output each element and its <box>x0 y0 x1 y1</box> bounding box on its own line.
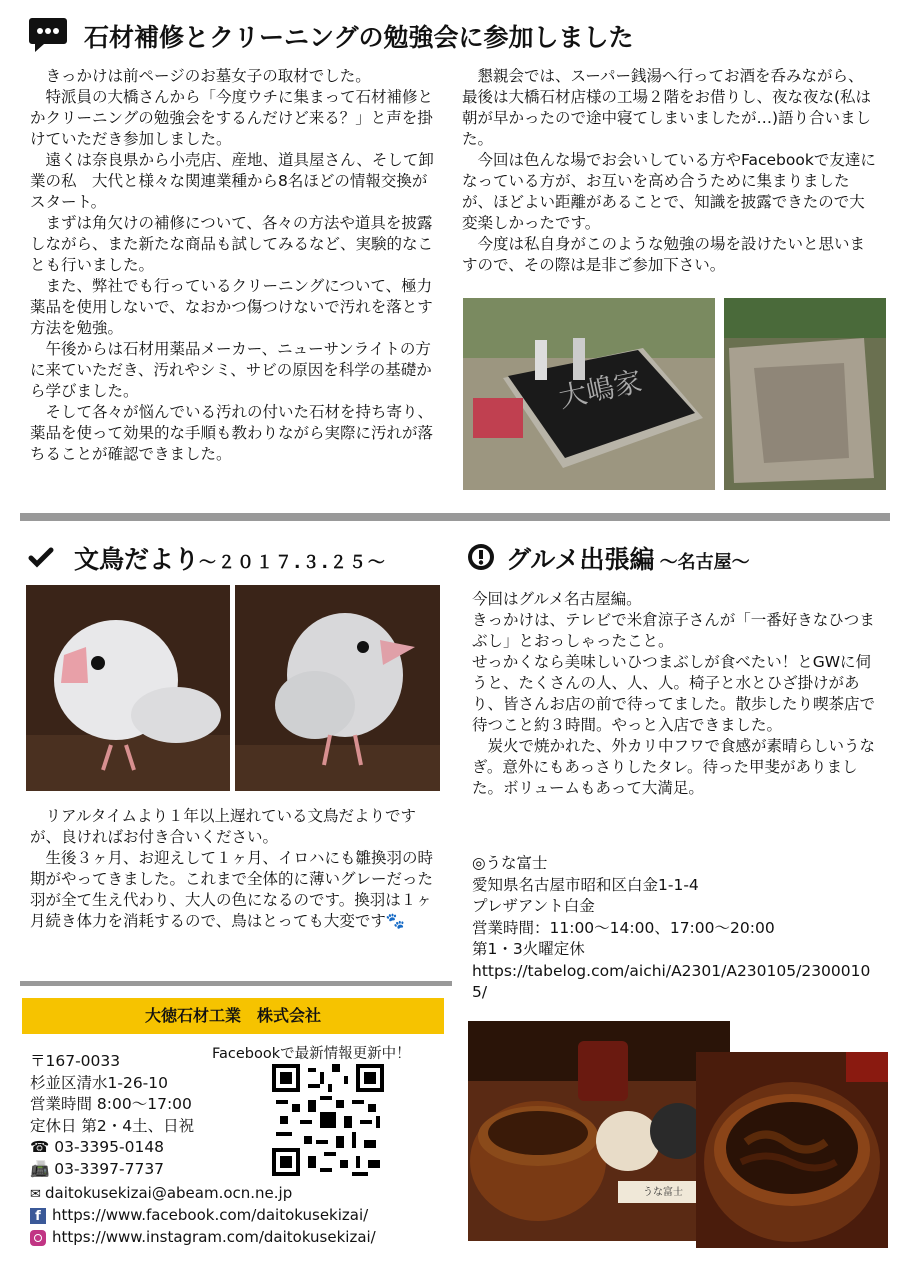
phone-row <box>30 1137 250 1159</box>
article-left-column <box>30 66 435 465</box>
phone-number[interactable]: 03-3395-0148 <box>54 1138 165 1156</box>
company-name-bar: 大徳石材工業 株式会社 <box>22 998 444 1034</box>
qr-code[interactable] <box>272 1064 384 1176</box>
postal-code: 〒167-0033 <box>30 1052 121 1070</box>
alert-circle-icon <box>467 543 495 571</box>
bird-bottom-divider <box>20 981 452 986</box>
fax-number: 03-3397-7737 <box>54 1159 165 1178</box>
shop-hours: 営業時間：11:00～14:00、17:00～20:00 <box>472 918 775 937</box>
phone-icon: ☎ <box>30 1138 55 1156</box>
shop-name: ◎うな富士 <box>472 854 548 872</box>
shop-info <box>472 853 882 1004</box>
paragraph: きっかけは、テレビで米倉涼子さんが「一番好きなひつまぶし」とおっしゃったこと。 <box>472 611 875 650</box>
article-right-column <box>462 66 877 276</box>
email-link[interactable]: daitokusekizai@abeam.ocn.ne.jp <box>45 1184 293 1202</box>
hitsumabushi-photo-1 <box>468 1021 730 1241</box>
fax-icon: 📠 <box>30 1159 55 1178</box>
article-title: 石材補修とクリーニングの勉強会に参加しました <box>84 23 634 52</box>
envelope-icon: ✉ <box>30 1187 46 1202</box>
shop-closed: 第1・3火曜定休 <box>472 940 585 958</box>
section-divider <box>20 513 890 521</box>
paragraph: 炭火で焼かれた、外カリ中フワで食感が素晴らしいうなぎ。意外にもあっさりしたタレ。待った甲斐がありました。ボリュームもあって大満足。 <box>472 737 876 797</box>
fax-row <box>30 1159 250 1181</box>
gourmet-text <box>472 589 882 799</box>
instagram-row <box>30 1227 460 1249</box>
facebook-icon: f <box>30 1208 46 1224</box>
paragraph: 特派員の大橋さんから「今度ウチに集まって石材補修とかクリーニングの勉強会をするんだけど来る？」と声を掛けていただき参加しました。 <box>30 88 434 148</box>
paragraph: 遠くは奈良県から小売店、産地、道具屋さん、そして卸業の私 大代と様々な関連業種から8名ほどの情報交換がスタート。 <box>30 151 434 211</box>
stone-fragment-photo <box>724 298 886 490</box>
company-address: 杉並区清水1-26-10 <box>30 1073 168 1092</box>
paragraph: また、弊社でも行っているクリーニングについて、極力薬品を使用しないで、なおかつ傷つけないで汚れを落とす方法を勉強。 <box>30 277 433 337</box>
facebook-link[interactable]: https://www.facebook.com/daitokusekizai/ <box>52 1206 369 1225</box>
paragraph: 今回は色んな場でお会いしている方やFacebookで友達になっている方が、お互いを高め合うために集まりましたが、ほどよい距離があることで、知識を披露できたので大変楽しかったです。 <box>462 151 876 232</box>
gravestone-engraving: 大嶋家 <box>555 364 645 415</box>
paragraph: そして各々が悩んでいる汚れの付いた石材を持ち寄り、薬品を使って効果的な手順も教わりながら実際に汚れが落ちることが確認できました。 <box>30 403 434 463</box>
shop-chopstick-label: うな富士 <box>643 1187 683 1198</box>
contact-links <box>30 1183 460 1249</box>
paragraph: 生後３ヶ月、お迎えして１ヶ月、イロハにも雛換羽の時期がやってきました。これまで全体的に薄いグレーだった羽が全て生え代わり、大人の色になるのです。換羽は１ヶ月続き体力を消耗するので、鳥はとっても大変です🐾 <box>30 849 434 930</box>
instagram-link[interactable]: https://www.instagram.com/daitokusekizai/ <box>52 1228 376 1247</box>
paragraph: 今度は私自身がこのような勉強の場を設けたいと思いますので、その際は是非ご参加下さい。 <box>462 235 866 274</box>
paragraph: リアルタイムより１年以上遅れている文鳥だよりですが、良ければお付き合いください。 <box>30 807 416 846</box>
gourmet-title: グルメ出張編 <box>506 545 655 574</box>
bird-section-heading <box>74 540 387 576</box>
paragraph: せっかくなら美味しいひつまぶしが食べたい！とGWに伺うと、たくさんの人、人、人。椅子と水とひざ掛けがあり、皆さんお店の前で待ってました。散歩したり喫茶店で待つこと約３時間。やっと入店できました。 <box>472 653 876 734</box>
gravestone-photo <box>463 298 715 490</box>
holidays: 定休日 第2・4土、日祝 <box>30 1116 195 1135</box>
chat-bubble-icon <box>28 16 68 54</box>
bird-title: 文鳥だより <box>74 545 200 574</box>
facebook-row <box>30 1205 460 1227</box>
bird-photo-2 <box>235 585 440 791</box>
shop-url[interactable]: https://tabelog.com/aichi/A2301/A230105/23000105/ <box>472 961 871 1001</box>
gourmet-heading <box>506 540 750 576</box>
instagram-icon <box>30 1230 46 1246</box>
email-row <box>30 1183 460 1205</box>
shop-address: 愛知県名古屋市昭和区白金1-1-4 <box>472 875 699 894</box>
paragraph: 今回はグルメ名古屋編。 <box>472 590 642 608</box>
company-info <box>30 1051 250 1180</box>
hitsumabushi-photo-2 <box>696 1052 888 1248</box>
paragraph: 午後からは石材用薬品メーカー、ニューサンライトの方に来ていただき、汚れやシミ、サビの原因を科学の基礎から学びました。 <box>30 340 432 400</box>
bird-photo-1 <box>26 585 230 791</box>
paragraph: 懇親会では、スーパー銭湯へ行ってお酒を呑みながら、最後は大橋石材店様の工場２階をお借りし、夜な夜な(私は朝が早かったので途中寝てしまいましたが…)語り合いました。 <box>462 67 872 148</box>
business-hours: 営業時間 8:00～17:00 <box>30 1095 192 1113</box>
bird-date: ～２０１７.３.２５～ <box>199 553 387 573</box>
paragraph: きっかけは前ページのお墓女子の取材でした。 <box>45 67 371 85</box>
paragraph: まずは角欠けの補修について、各々の方法や道具を披露しながら、また新たな商品も試してみるなど、実験的なことも行いました。 <box>30 214 434 274</box>
shop-building: プレザアント白金 <box>472 897 595 915</box>
checkmark-icon <box>28 545 54 571</box>
bird-text <box>30 806 440 932</box>
gourmet-subtitle: ～名古屋～ <box>659 552 750 573</box>
facebook-notice: Facebookで最新情報更新中！ <box>212 1046 411 1062</box>
footprint-icon: 🐾 <box>385 912 406 930</box>
